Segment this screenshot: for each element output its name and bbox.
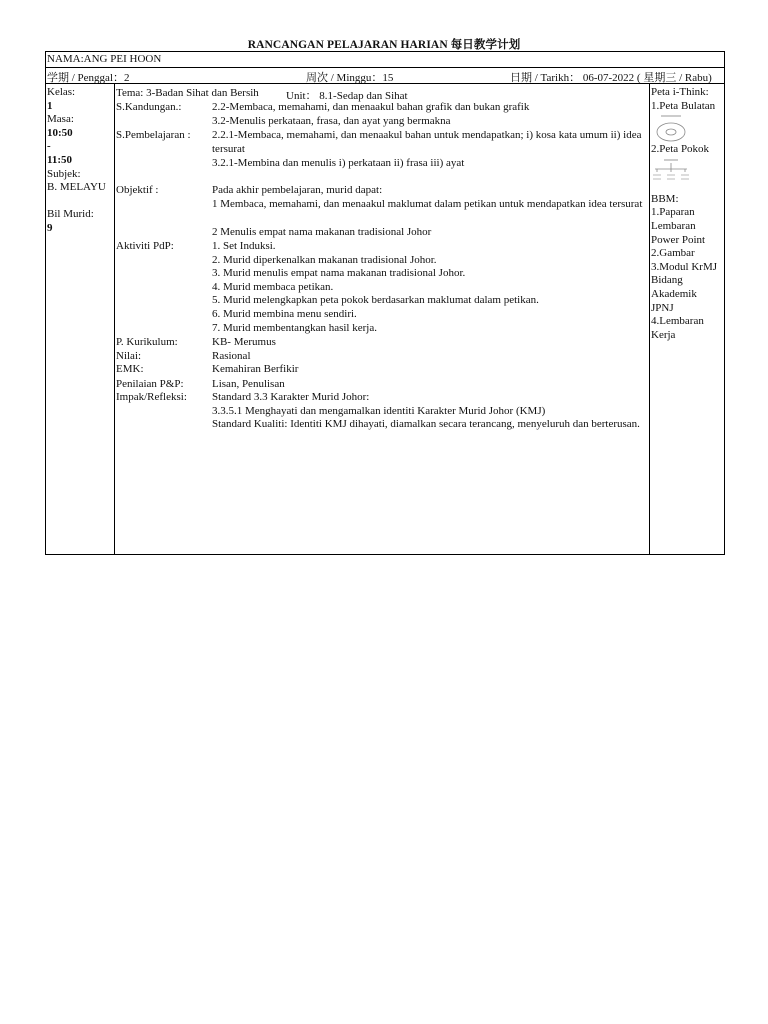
bbm-item: Bidang [651,274,683,287]
tree-map-thumbnail-icon [651,157,691,187]
curriculum-label: P. Kurikulum: [116,336,178,348]
circle-map-label: 1.Peta Bulatan [651,99,716,112]
plan-body [46,84,724,554]
bbm-item: Lembaran [651,219,696,232]
reflection-label: Impak/Refleksi: [116,391,187,403]
subject-label: Subjek: [47,167,81,180]
bbm-item: Akademik [651,287,697,300]
teacher-name: NAMA:ANG PEI HOON [47,53,162,65]
activity-item: 2. Murid diperkenalkan makanan tradisional Johor. [212,253,437,266]
lesson-content-column [115,84,650,554]
bbm-item: 2.Gambar [651,247,695,260]
emk-value: Kemahiran Berfikir [212,363,299,376]
value-label: Nilai: [116,349,142,362]
student-count-label: Bil Murid: [47,208,94,221]
activity-item: 5. Murid melengkapkan peta pokok berdasarkan maklumat dalam petikan. [212,294,539,307]
time-end: 11:50 [47,153,73,166]
learning-standard-2: 3.2.1-Membina dan menulis i) perkataan ii) frasa iii) ayat [212,157,465,169]
class-info-column [46,84,115,554]
bbm-item: JPNJ [651,301,674,314]
objective-1: 1 Membaca, memahami, dan menaakul maklumat dalam petikan untuk mendapatkan idea tersurat [212,198,643,210]
date-field: 日期 / Tarikh： 06-07-2022 ( 星期三 / Rabu) [510,72,712,84]
bbm-item: 4.Lembaran [651,315,704,328]
curriculum-value: KB- Merumus [212,336,276,348]
reflection-1: Standard 3.3 Karakter Murid Johor: [212,391,370,403]
objective-intro: Pada akhir pembelajaran, murid dapat: [212,184,383,196]
time-start: 10:50 [47,126,73,139]
tree-map-label: 2.Peta Pokok [651,143,710,156]
emk-label: EMK: [116,363,144,376]
bbm-item: Kerja [651,328,676,341]
activity-item: 7. Murid membentangkan hasil kerja. [212,321,377,334]
student-count-value: 9 [47,221,53,234]
time-label: Masa: [47,113,74,126]
header-row-date [46,68,724,84]
bbm-item: Power Point [651,233,706,246]
assessment-value: Lisan, Penulisan [212,377,285,390]
week-field: 周次 / Minggu：15 [306,72,394,84]
activity-item: 1. Set Induksi. [212,240,276,252]
class-value: 1 [47,99,53,112]
activity-item: 4. Murid membaca petikan. [212,280,334,293]
assessment-label: Penilaian P&P: [116,377,184,390]
reflection-2: 3.3.5.1 Menghayati dan mengamalkan identiti Karakter Murid Johor (KMJ) [212,404,546,417]
content-standard-2: 3.2-Menulis perkataan, frasa, dan ayat yang bermakna [212,115,451,127]
activities-label: Aktiviti PdP: [116,240,174,252]
bbm-item: 1.Paparan [651,206,695,219]
reflection-3: Standard Kualiti: Identiti KMJ dihayati, diamalkan secara terancang, menyeluruh dan berterusan. [212,418,640,431]
theme-text: Tema: 3-Badan Sihat dan Bersih [116,87,259,99]
subject-value: B. MELAYU [47,181,106,194]
class-label: Kelas: [47,86,76,98]
bbm-label: BBM: [651,192,679,205]
time-dash: - [47,140,51,153]
page-title: RANCANGAN PELAJARAN HARIAN 每日教学计划 [247,39,521,51]
activity-item: 3. Murid menulis empat nama makanan tradisional Johor. [212,267,466,280]
learning-standard-1: 2.2.1-Membaca, memahami, dan menaakul bahan untuk mendapatkan; i) kosa kata umum ii) idea tersurat [212,129,642,155]
unit-text: Unit： 8.1-Sedap dan Sihat [286,90,408,102]
header-row-name [46,52,724,68]
ithink-label: Peta i-Think: [651,86,709,98]
content-standard-label: S.Kandungan.: [116,101,182,113]
objective-2: 2 Menulis empat nama makanan tradisional Johor [212,226,432,238]
term-field: 学期 / Penggal：2 [47,72,130,84]
learning-standard-label: S.Pembelajaran : [116,129,191,141]
circle-map-thumbnail-icon [651,113,691,143]
lesson-plan-table [45,51,725,555]
content-standard-1: 2.2-Membaca, memahami, dan menaakul bahan grafik dan bukan grafik [212,101,530,113]
bbm-item: 3.Modul KrMJ [651,260,718,273]
resources-column [650,84,724,554]
value-value: Rasional [212,349,251,362]
activity-item: 6. Murid membina menu sendiri. [212,308,357,320]
objective-label: Objektif : [116,184,159,196]
